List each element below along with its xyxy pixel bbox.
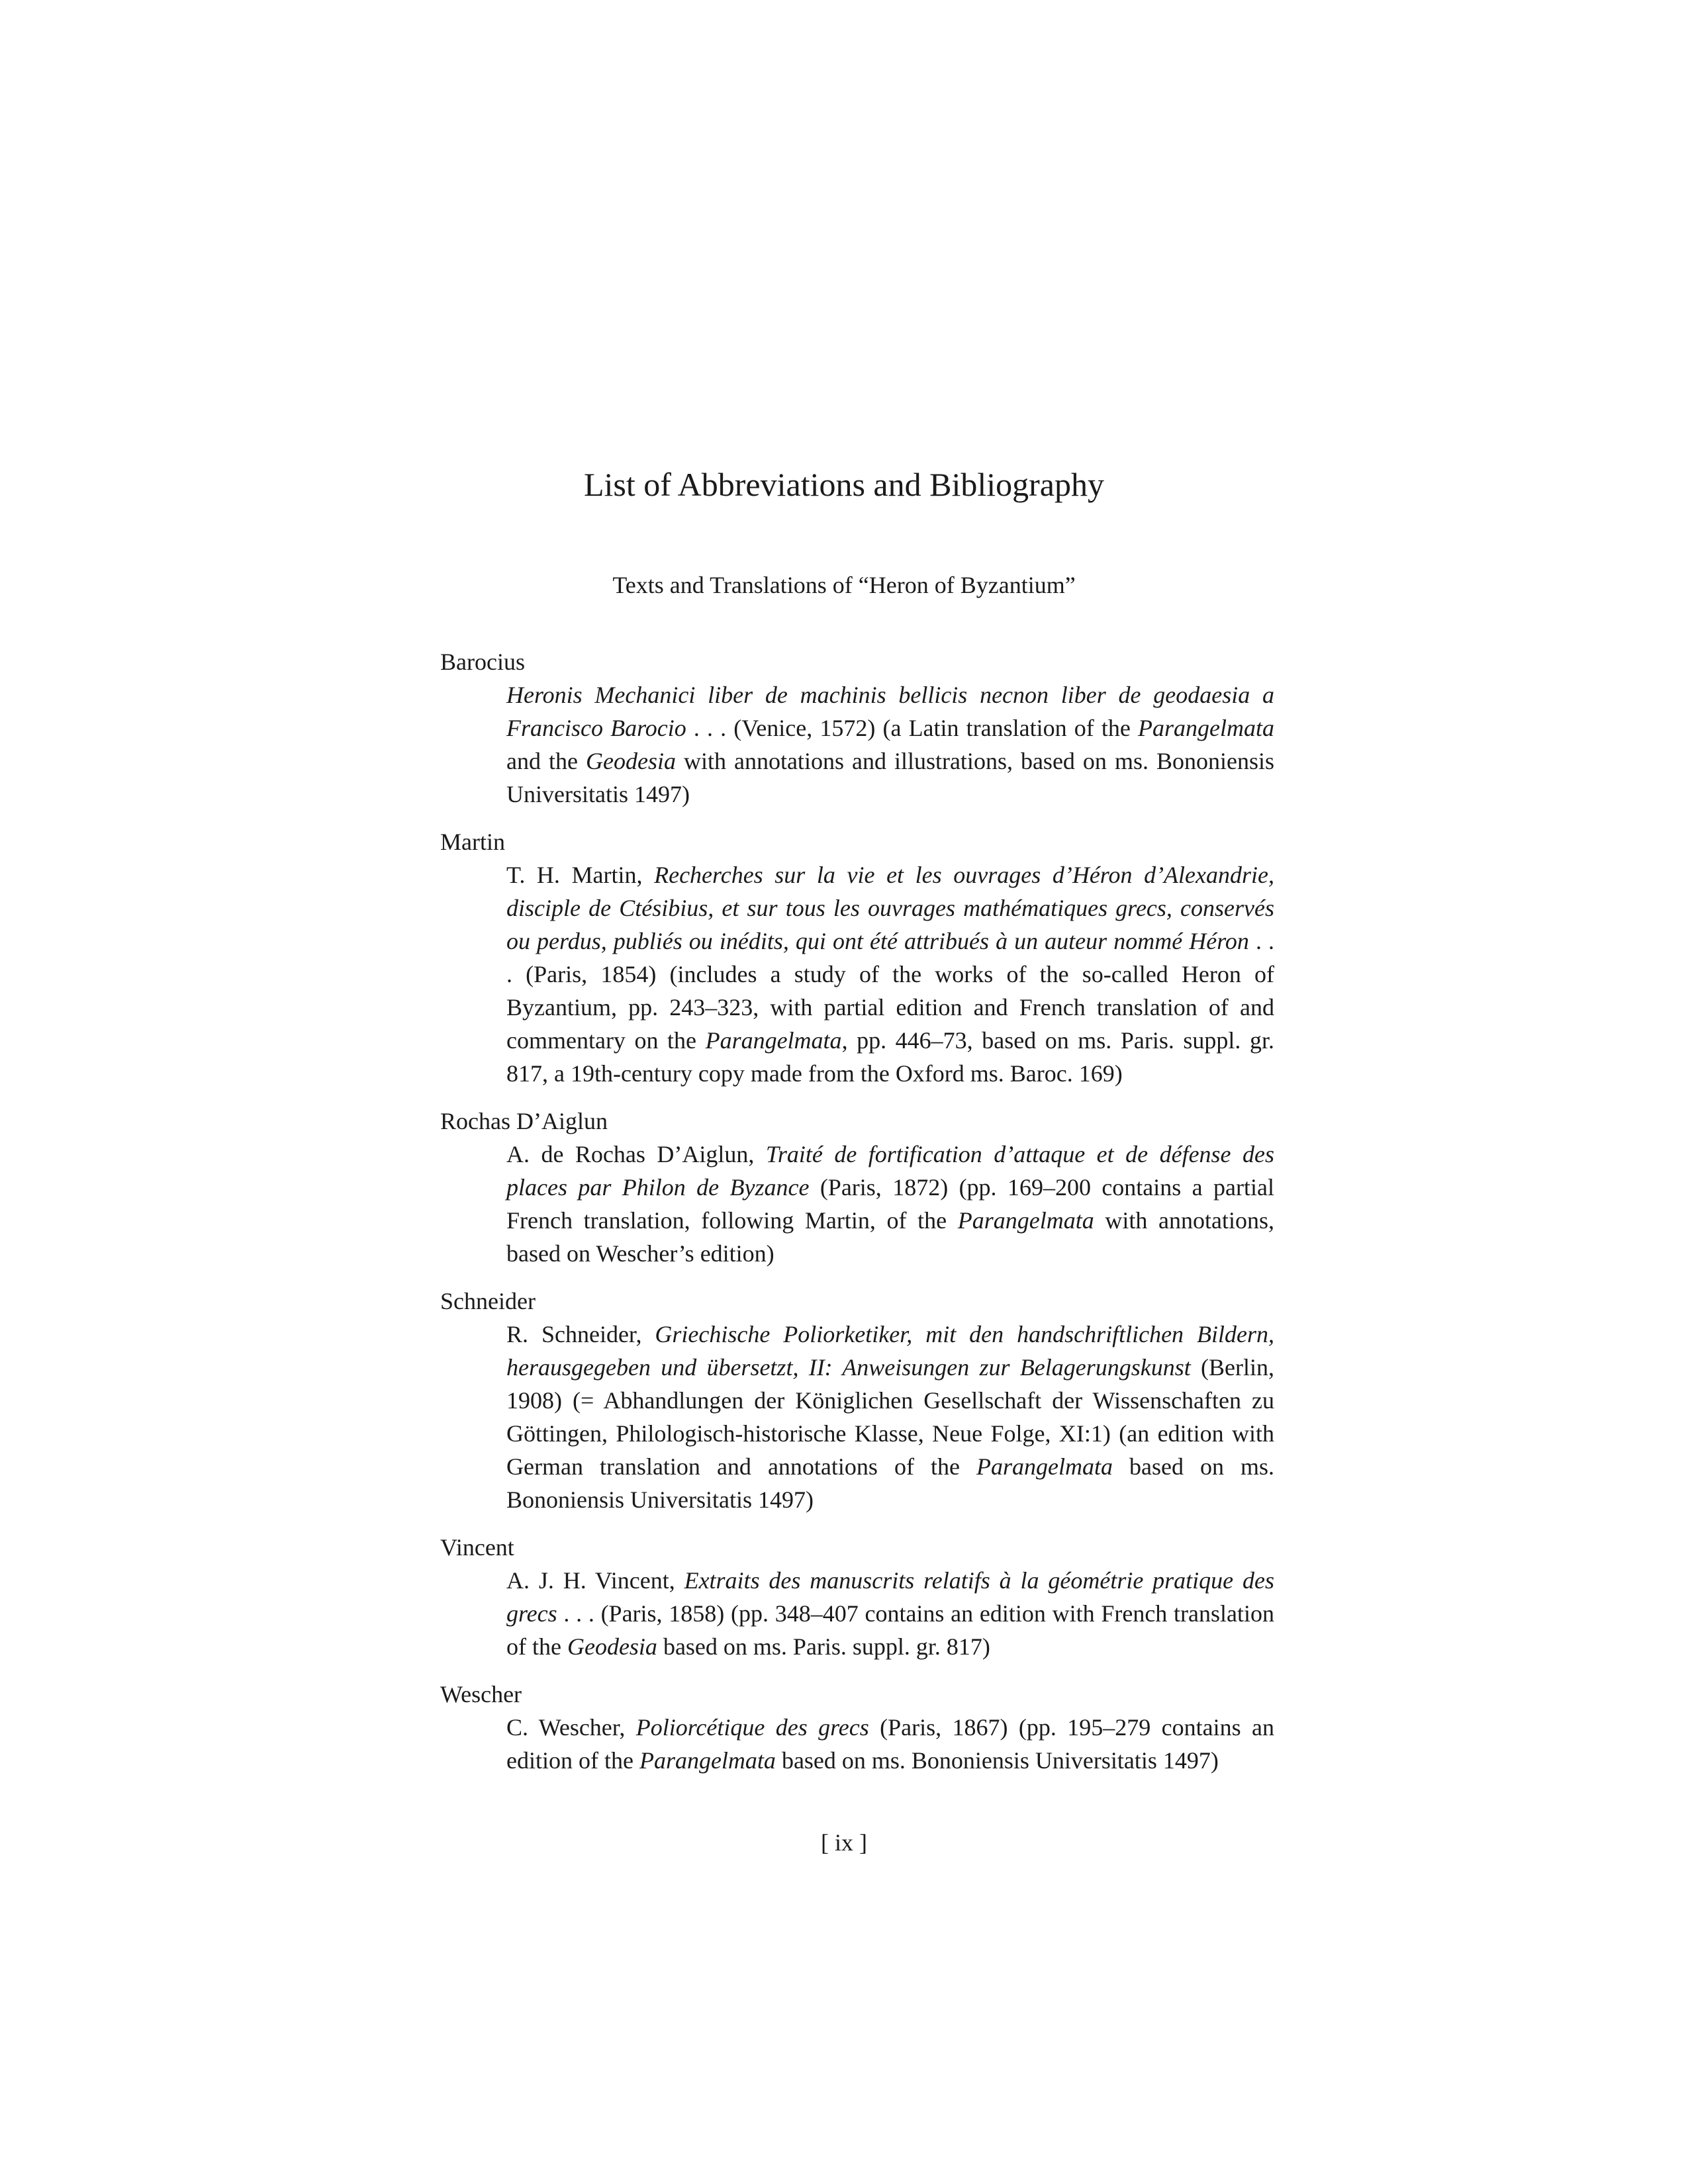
- citation-text: , pp. 446–73, based on ms. Paris. suppl. gr. 817, a 19th-century copy made from the Oxford ms. Baroc. 169): [506, 1027, 1274, 1087]
- citation-text: R. Schneider,: [506, 1321, 655, 1347]
- entry-citation: [506, 1318, 1274, 1516]
- entry-abbreviation: Barocius: [440, 649, 525, 675]
- citation-text: based on ms. Bononiensis Universitatis 1497): [775, 1747, 1219, 1774]
- citation-text: C. Wescher,: [506, 1714, 636, 1741]
- citation-text: (Paris, 1872) (pp. 169–200 contains a partial French translation, following Martin, of the: [506, 1174, 1274, 1234]
- entry-citation: [506, 858, 1274, 1090]
- entry-citation: [506, 1564, 1274, 1663]
- section-subtitle: Texts and Translations of “Heron of Byzantium”: [612, 572, 1076, 598]
- entry-abbreviation: Wescher: [440, 1681, 522, 1707]
- entry-citation: [506, 1138, 1274, 1270]
- citation-title: Extraits des manuscrits relatifs à la géométrie pratique des grecs: [506, 1567, 1275, 1627]
- citation-text: based on ms. Paris. suppl. gr. 817): [657, 1633, 990, 1660]
- page-title: List of Abbreviations and Bibliography: [583, 466, 1104, 503]
- citation-text: . . . (Venice, 1572) (a Latin translation of the: [686, 715, 1139, 741]
- citation-title: Parangelmata: [639, 1747, 776, 1774]
- citation-text: A. de Rochas D’Aiglun,: [506, 1141, 766, 1167]
- citation-text: based on ms. Bononiensis Universitatis 1497): [506, 1453, 1274, 1513]
- citation-title: Poliorcétique des grecs: [635, 1714, 869, 1741]
- bibliography-entry: [440, 645, 1274, 811]
- citation-text: with annotations and illustrations, based on ms. Bononiensis Universitatis 1497): [506, 748, 1274, 807]
- page-number: [ ix ]: [821, 1829, 867, 1856]
- bibliography-entry: [440, 825, 1274, 1090]
- citation-text: . . . (Paris, 1858) (pp. 348–407 contains an edition with French translation of the: [506, 1600, 1274, 1660]
- entry-citation: [506, 678, 1274, 811]
- bibliography-entry: [440, 1105, 1274, 1270]
- citation-text: . . . (Paris, 1854) (includes a study of the works of the so-called Heron of Byzantium, pp. 243–323, with partial edition and French translation of and commentary on the: [506, 928, 1275, 1054]
- citation-text: and the: [506, 748, 586, 774]
- citation-title: Parangelmata: [1138, 715, 1274, 741]
- citation-title: Heronis Mechanici liber de machinis bellicis necnon liber de geodaesia a Francisco Barocio: [506, 682, 1274, 741]
- citation-text: T. H. Martin,: [506, 862, 655, 888]
- citation-text: with annotations, based on Wescher’s edition): [506, 1207, 1274, 1267]
- entry-abbreviation: Vincent: [440, 1534, 514, 1561]
- citation-title: Traité de fortification d’attaque et de défense des places par Philon de Byzance: [506, 1141, 1274, 1201]
- citation-text: (Berlin, 1908) (= Abhandlungen der Königlichen Gesellschaft der Wissenschaften zu Göttingen, Philologisch-historische Klasse, Neue Folge, XI:1) (an edition with German translation and annotations of the: [506, 1354, 1274, 1480]
- entry-citation: [506, 1711, 1274, 1777]
- citation-text: (Paris, 1867) (pp. 195–279 contains an edition of the: [506, 1714, 1274, 1774]
- bibliography-list: [440, 645, 1274, 1792]
- citation-title: Geodesia: [585, 748, 676, 774]
- citation-text: A. J. H. Vincent,: [506, 1567, 684, 1594]
- bibliography-entry: [440, 1285, 1274, 1516]
- bibliography-entry: [440, 1531, 1274, 1663]
- citation-title: Parangelmata: [976, 1453, 1113, 1480]
- entry-abbreviation: Rochas D’Aiglun: [440, 1108, 608, 1134]
- entry-abbreviation: Martin: [440, 829, 505, 855]
- citation-title: Parangelmata: [957, 1207, 1094, 1234]
- citation-title: Recherches sur la vie et les ouvrages d’Héron d’Alexandrie, disciple de Ctésibius, et sur tous les ouvrages mathématiques grecs, conservés ou perdus, publiés ou inédits, qui ont été attribués à un auteur nommé Héron: [506, 862, 1274, 954]
- citation-title: Parangelmata: [705, 1027, 842, 1054]
- entry-abbreviation: Schneider: [440, 1288, 536, 1314]
- bibliography-entry: [440, 1678, 1274, 1777]
- citation-title: Griechische Poliorketiker, mit den handschriftlichen Bildern, herausgegeben und übersetzt, II: Anweisungen zur Belagerungskunst: [506, 1321, 1274, 1381]
- citation-title: Geodesia: [567, 1633, 657, 1660]
